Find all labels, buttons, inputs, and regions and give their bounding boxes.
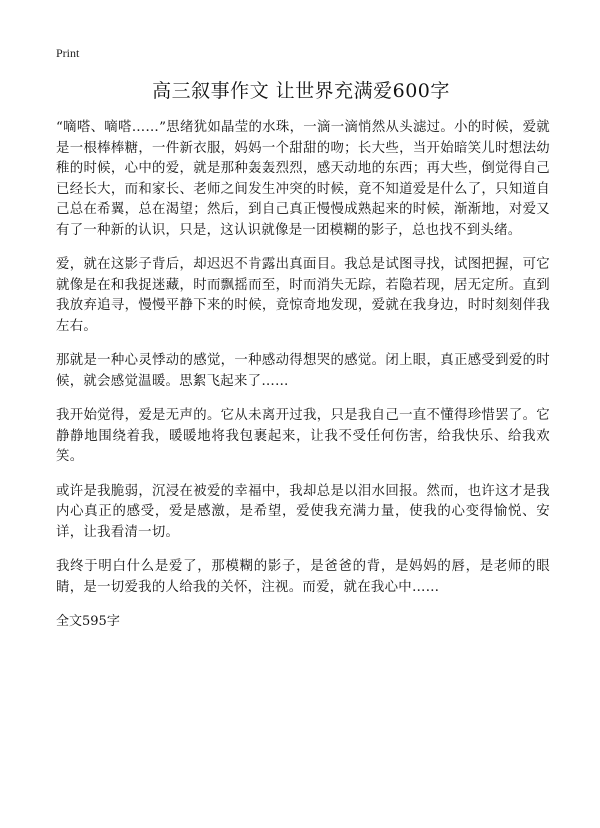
paragraph: 那就是一种心灵悸动的感觉，一种感动得想哭的感觉。闭上眼，真正感受到爱的时候，就会感觉温暖。思絮飞起来了…… [56, 353, 550, 389]
print-link[interactable]: Print [56, 46, 80, 60]
paragraph: 我终于明白什么是爱了，那模糊的影子，是爸爸的背，是妈妈的唇，是老师的眼睛，是一切爱我的人给我的关怀，注视。而爱，就在我心中…… [56, 559, 550, 595]
paragraph: 或许是我脆弱，沉浸在被爱的幸福中，我却总是以泪水回报。然而，也许这才是我内心真正的感受，爱是感激，是希望，爱使我充满力量，使我的心变得愉悦、安详，让我看清一切。 [56, 483, 550, 540]
paragraph: “嘀嗒、嘀嗒……”思绪犹如晶莹的水珠，一滴一滴悄然从头滤过。小的时候，爱就是一根棒棒糖，一件新衣服，妈妈一个甜甜的吻；长大些，当开始暗笑儿时想法幼稚的时候，心中的爱，就是那种轰轰烈烈，感天动地的东西；再大些，倒觉得自己已经长大，而和家长、老师之间发生冲突的时候，竟不知道爱是什么了，只知道自己总在希翼，总在渴望；然后，到自己真正慢慢成熟起来的时候，渐渐地，对爱又有了一种新的认识，只是，这认识就像是一团模糊的影子，总也找不到头绪。 [56, 120, 550, 238]
paragraph: 爱，就在这影子背后，却迟迟不肯露出真面目。我总是试图寻找，试图把握，可它就像是在和我捉迷藏，时而飘摇而至，时而消失无踪，若隐若现，居无定所。直到我放弃追寻，慢慢平静下来的时候，竟惊奇地发现，爱就在我身边，时时刻刻伴我左右。 [56, 257, 550, 334]
article-title: 高三叙事作文 让世界充满爱600字 [152, 80, 450, 102]
word-count: 全文595字 [56, 614, 120, 629]
paragraph: 我开始觉得，爱是无声的。它从未离开过我，只是我自己一直不懂得珍惜罢了。它静静地围绕着我，暖暖地将我包裹起来，让我不受任何伤害，给我快乐、给我欢笑。 [56, 408, 550, 464]
article-body [56, 118, 550, 632]
